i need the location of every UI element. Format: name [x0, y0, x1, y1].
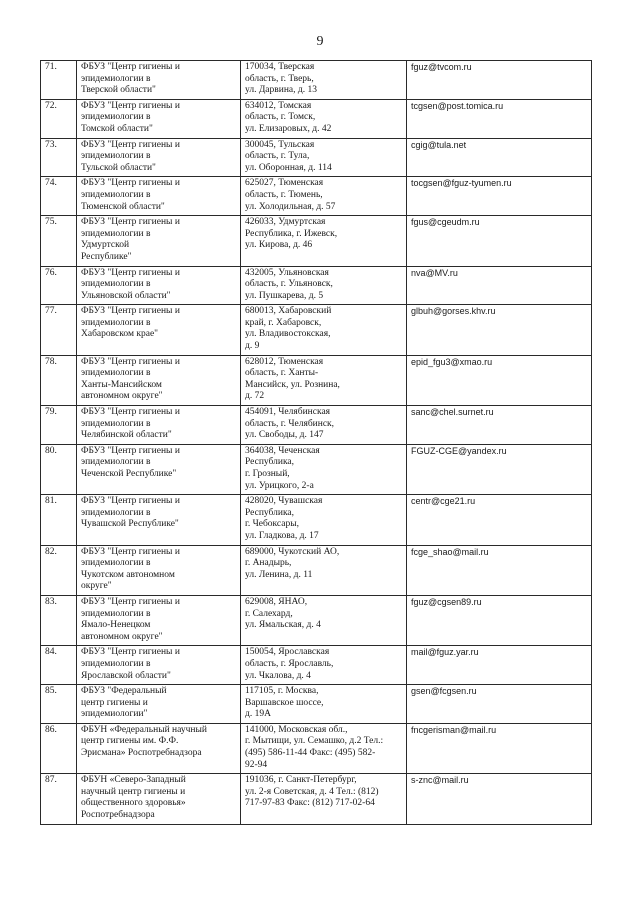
table-row: [41, 406, 592, 445]
institution-email: cgig@tula.net: [407, 138, 592, 177]
institution-name-line: ФБУЗ "Центр гигиены и: [81, 407, 180, 418]
institution-name-line: ФБУЗ "Центр гигиены и: [81, 100, 180, 111]
institution-name: [77, 305, 241, 355]
institution-name-line: ФБУЗ "Центр гигиены и: [81, 496, 180, 507]
address-line: ул. Гладкова, д. 17: [245, 530, 319, 541]
institution-name: [77, 355, 241, 405]
institution-name-line: ФБУЗ "Федеральный: [81, 686, 167, 697]
address-line: область, г. Тула,: [245, 151, 310, 162]
address-line: 717-97-83 Факс: (812) 717-02-64: [245, 798, 375, 809]
row-number: 86.: [41, 723, 77, 773]
institution-name: [77, 723, 241, 773]
address-line: ул. Свободы, д. 147: [245, 430, 324, 441]
row-number: 72.: [41, 99, 77, 138]
address-line: ул. Дарвина, д. 13: [245, 85, 317, 96]
address-line: ул. 2-я Советская, д. 4 Тел.: (812): [245, 786, 379, 797]
institution-name-line: ФБУН «Северо-Западный: [81, 775, 186, 786]
address-line: ул. Холодильная, д. 57: [245, 201, 336, 212]
table-row: [41, 723, 592, 773]
address-line: 680013, Хабаровский: [245, 306, 332, 317]
address-line: 117105, г. Москва,: [245, 686, 319, 697]
row-number: 84.: [41, 646, 77, 685]
table-row: [41, 177, 592, 216]
institution-address: [241, 595, 407, 645]
institution-name: [77, 595, 241, 645]
address-line: ул. Ямальская, д. 4: [245, 620, 321, 631]
address-line: 170034, Тверская: [245, 62, 315, 72]
institution-email: glbuh@gorses.khv.ru: [407, 305, 592, 355]
row-number: 79.: [41, 406, 77, 445]
institution-name-line: эпидемиологии в: [81, 658, 151, 669]
institution-address: [241, 355, 407, 405]
address-line: ул. Елизаровых, д. 42: [245, 123, 332, 134]
institution-email: tocgsen@fguz-tyumen.ru: [407, 177, 592, 216]
institution-name-line: эпидемиологии в: [81, 418, 151, 429]
institutions-table-body: [41, 61, 592, 825]
address-line: 428020, Чувашская: [245, 496, 323, 507]
address-line: 628012, Тюменская: [245, 356, 324, 367]
institution-name-line: центр гигиены им. Ф.Ф.: [81, 736, 179, 747]
row-number: 81.: [41, 495, 77, 545]
institution-name-line: Республике": [81, 251, 132, 262]
page-number: 9: [316, 34, 324, 49]
institution-name-line: Томской области": [81, 123, 153, 134]
institution-name-line: округе": [81, 581, 112, 592]
institution-name-line: эпидемиологии в: [81, 279, 151, 290]
address-line: Мансийск, ул. Рознина,: [245, 379, 340, 390]
institution-address: [241, 138, 407, 177]
address-line: область, г. Ярославль,: [245, 658, 334, 669]
address-line: г. Грозный,: [245, 469, 290, 479]
address-line: 454091, Челябинская: [245, 407, 331, 418]
institution-name: [77, 495, 241, 545]
institution-name: [77, 138, 241, 177]
institution-name-line: эпидемиологии в: [81, 73, 151, 84]
table-row: [41, 216, 592, 266]
table-row: [41, 305, 592, 355]
institution-name-line: эпидемиологии в: [81, 189, 151, 200]
institution-email: fncgerisman@mail.ru: [407, 723, 592, 773]
institution-name: [77, 545, 241, 595]
institution-name-line: автономном округе": [81, 631, 163, 642]
institution-name-line: Тверской области": [81, 85, 156, 96]
institution-email: sanc@chel.surnet.ru: [407, 406, 592, 445]
institution-name-line: Ямало-Ненецком: [81, 620, 151, 631]
row-number: 76.: [41, 266, 77, 305]
row-number: 74.: [41, 177, 77, 216]
table-row: [41, 774, 592, 824]
institution-email: centr@cge21.ru: [407, 495, 592, 545]
institution-name-line: Удмуртской: [81, 240, 130, 251]
address-line: 426033, Удмуртская: [245, 217, 326, 228]
institution-name-line: ФБУЗ "Центр гигиены и: [81, 267, 180, 278]
institution-name-line: ФБУЗ "Центр гигиены и: [81, 647, 180, 658]
institution-name-line: Эрисмана» Роспотребнадзора: [81, 748, 202, 759]
address-line: область, г. Томск,: [245, 112, 316, 123]
table-row: [41, 685, 592, 724]
institution-name: [77, 444, 241, 494]
row-number: 85.: [41, 685, 77, 724]
address-line: Варшавское шоссе,: [245, 697, 324, 708]
row-number: 78.: [41, 355, 77, 405]
institution-email: epid_fgu3@xmao.ru: [407, 355, 592, 405]
table-row: [41, 545, 592, 595]
institution-name-line: Хабаровском крае": [81, 329, 159, 340]
institution-name-line: ФБУЗ "Центр гигиены и: [81, 178, 180, 189]
institutions-table: [40, 60, 592, 825]
institution-address: [241, 61, 407, 100]
institution-name-line: Роспотребнадзора: [81, 810, 155, 821]
institution-name-line: эпидемиологии в: [81, 228, 151, 239]
row-number: 77.: [41, 305, 77, 355]
institution-name-line: эпидемиологии в: [81, 317, 151, 328]
institution-name: [77, 774, 241, 824]
institution-name-line: ФБУЗ "Центр гигиены и: [81, 62, 180, 72]
row-number: 73.: [41, 138, 77, 177]
table-row: [41, 138, 592, 177]
institution-name-line: ФБУЗ "Центр гигиены и: [81, 445, 180, 456]
institution-name-line: ФБУН «Федеральный научный: [81, 724, 207, 735]
address-line: 150054, Ярославская: [245, 647, 330, 658]
address-line: 191036, г. Санкт-Петербург,: [245, 775, 357, 786]
institution-email: s-znc@mail.ru: [407, 774, 592, 824]
table-row: [41, 595, 592, 645]
address-line: ул. Чкалова, д. 4: [245, 670, 311, 681]
address-line: край, г. Хабаровск,: [245, 317, 322, 328]
table-row: [41, 355, 592, 405]
institution-name-line: эпидемиологии в: [81, 368, 151, 379]
address-line: ул. Кирова, д. 46: [245, 240, 313, 251]
row-number: 82.: [41, 545, 77, 595]
institution-address: [241, 774, 407, 824]
institution-name-line: ФБУЗ "Центр гигиены и: [81, 356, 180, 367]
institution-name-line: Ярославской области": [81, 670, 171, 681]
institution-name-line: Ульяновской области": [81, 290, 171, 301]
address-line: 625027, Тюменская: [245, 178, 324, 189]
address-line: область, г. Челябинск,: [245, 418, 335, 429]
address-line: 634012, Томская: [245, 100, 312, 111]
institution-name-line: ФБУЗ "Центр гигиены и: [81, 139, 180, 150]
address-line: область, г. Ханты-: [245, 368, 319, 379]
institution-name: [77, 685, 241, 724]
institution-name: [77, 406, 241, 445]
row-number: 80.: [41, 444, 77, 494]
address-line: г. Мытищи, ул. Семашко, д.2 Тел.:: [245, 736, 384, 747]
institution-name-line: эпидемиологии в: [81, 112, 151, 123]
institution-name-line: Чеченской Республике": [81, 469, 177, 479]
institution-address: [241, 723, 407, 773]
institution-name-line: эпидемиологии в: [81, 151, 151, 162]
institution-name: [77, 266, 241, 305]
table-row: [41, 444, 592, 494]
institution-email: fgus@cgeudm.ru: [407, 216, 592, 266]
institution-name-line: Тульской области": [81, 162, 156, 173]
institution-address: [241, 406, 407, 445]
address-line: 364038, Чеченская: [245, 445, 320, 456]
address-line: д. 19А: [245, 709, 271, 720]
institution-name-line: эпидемиологии в: [81, 558, 151, 569]
institution-email: nva@MV.ru: [407, 266, 592, 305]
institution-name-line: Чукотском автономном: [81, 569, 175, 580]
row-number: 75.: [41, 216, 77, 266]
address-line: область, г. Тюмень,: [245, 189, 323, 200]
institution-name-line: ФБУЗ "Центр гигиены и: [81, 596, 180, 607]
institution-email: fguz@cgsen89.ru: [407, 595, 592, 645]
address-line: г. Салехард,: [245, 608, 293, 619]
institution-name-line: эпидемиологии в: [81, 608, 151, 619]
address-line: область, г. Тверь,: [245, 73, 314, 84]
address-line: Республика,: [245, 457, 295, 468]
institution-name-line: Челябинской области": [81, 430, 172, 441]
address-line: ул. Урицкого, 2-а: [245, 480, 314, 491]
table-row: [41, 266, 592, 305]
address-line: 92-94: [245, 759, 268, 770]
institution-name-line: общественного здоровья»: [81, 798, 186, 809]
institution-name: [77, 177, 241, 216]
institution-address: [241, 266, 407, 305]
address-line: Республика,: [245, 507, 295, 518]
institution-name-line: ФБУЗ "Центр гигиены и: [81, 306, 180, 317]
institution-email: mail@fguz.yar.ru: [407, 646, 592, 685]
institution-address: [241, 646, 407, 685]
institution-name-line: Тюменской области": [81, 201, 165, 212]
address-line: ул. Пушкарева, д. 5: [245, 290, 324, 301]
institution-name-line: ФБУЗ "Центр гигиены и: [81, 217, 180, 228]
address-line: ул. Ленина, д. 11: [245, 569, 313, 580]
institution-name-line: ФБУЗ "Центр гигиены и: [81, 546, 180, 557]
address-line: (495) 586-11-44 Факс: (495) 582-: [245, 748, 376, 759]
address-line: 141000, Московская обл.,: [245, 724, 348, 735]
address-line: 689000, Чукотский АО,: [245, 546, 340, 557]
table-row: [41, 646, 592, 685]
institution-name-line: эпидемиологии в: [81, 457, 151, 468]
row-number: 71.: [41, 61, 77, 100]
address-line: 629008, ЯНАО,: [245, 596, 308, 607]
institution-email: fguz@tvcom.ru: [407, 61, 592, 100]
institution-name: [77, 99, 241, 138]
institution-address: [241, 545, 407, 595]
institution-name: [77, 61, 241, 100]
address-line: 300045, Тульская: [245, 139, 315, 150]
institution-name-line: научный центр гигиены и: [81, 786, 186, 797]
institution-name-line: Чувашской Республике": [81, 519, 179, 530]
institution-name-line: Ханты-Мансийском: [81, 379, 162, 390]
institution-name-line: эпидемиологии в: [81, 507, 151, 518]
row-number: 87.: [41, 774, 77, 824]
address-line: г. Анадырь,: [245, 558, 292, 569]
institution-name-line: эпидемиологии": [81, 709, 148, 720]
address-line: 432005, Ульяновская: [245, 267, 329, 278]
institution-name-line: центр гигиены и: [81, 697, 148, 708]
address-line: д. 72: [245, 391, 265, 402]
institution-email: gsen@fcgsen.ru: [407, 685, 592, 724]
institution-address: [241, 177, 407, 216]
address-line: Республика, г. Ижевск,: [245, 228, 338, 239]
address-line: область, г. Ульяновск,: [245, 279, 333, 290]
address-line: ул. Владивостокская,: [245, 329, 331, 340]
institution-name-line: автономном округе": [81, 391, 163, 402]
address-line: ул. Оборонная, д. 114: [245, 162, 332, 173]
institution-address: [241, 444, 407, 494]
table-row: [41, 61, 592, 100]
address-line: д. 9: [245, 341, 260, 352]
institution-address: [241, 305, 407, 355]
institution-email: fcge_shao@mail.ru: [407, 545, 592, 595]
address-line: г. Чебоксары,: [245, 519, 299, 530]
institution-name: [77, 216, 241, 266]
institution-email: tcgsen@post.tomica.ru: [407, 99, 592, 138]
institution-address: [241, 685, 407, 724]
table-row: [41, 495, 592, 545]
institution-address: [241, 495, 407, 545]
institution-email: FGUZ-CGE@yandex.ru: [407, 444, 592, 494]
institution-name: [77, 646, 241, 685]
institution-address: [241, 216, 407, 266]
table-row: [41, 99, 592, 138]
row-number: 83.: [41, 595, 77, 645]
institution-address: [241, 99, 407, 138]
